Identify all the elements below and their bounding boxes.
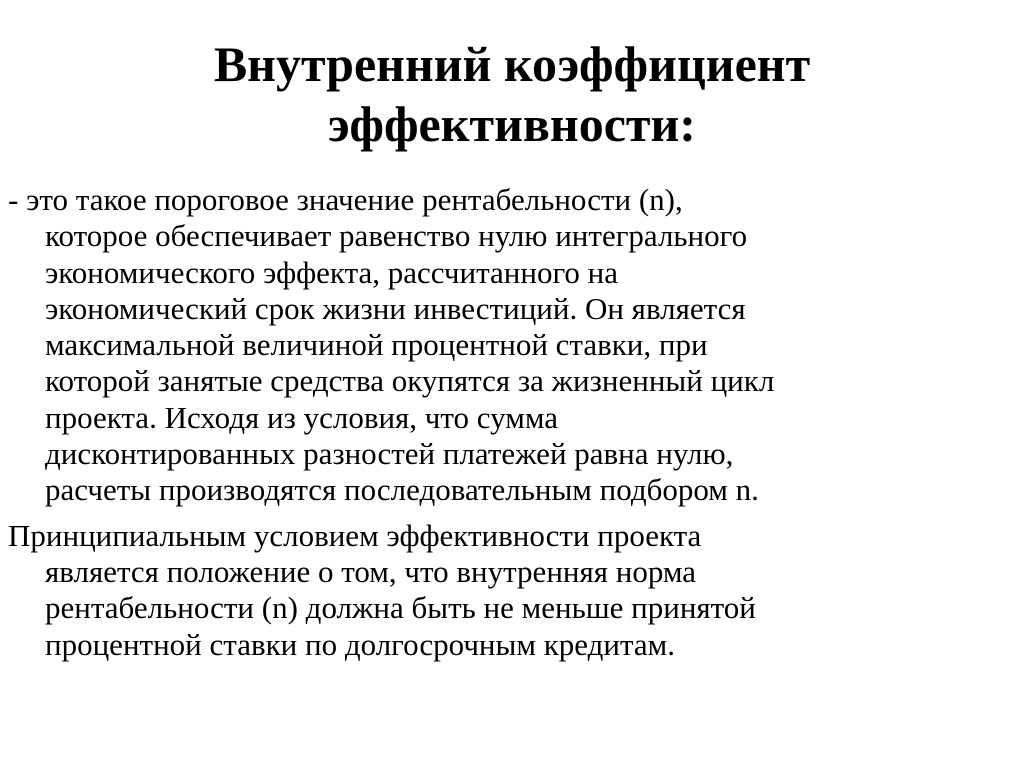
paragraph-line: является положение о том, что внутренняя норма — [45, 553, 697, 589]
paragraph-line: максимальной величиной процентной ставки, при — [45, 327, 708, 363]
slide-body — [8, 182, 1008, 663]
slide-title — [0, 34, 1024, 154]
paragraph-line: которой занятые средства окупятся за жизненный цикл — [45, 363, 775, 399]
paragraph-line: расчеты производятся последовательным подбором n. — [45, 472, 759, 508]
paragraph-line: проекта. Исходя из условия, что сумма — [45, 399, 559, 435]
paragraph-line: процентной ставки по долгосрочным кредитам. — [45, 626, 676, 662]
definition-paragraph — [8, 182, 1008, 509]
paragraph-line: - это такое пороговое значение рентабельности (n), — [8, 182, 683, 217]
paragraph-line: экономического эффекта, рассчитанного на — [45, 254, 619, 290]
slide-title-line: Внутренний коэффициент — [213, 36, 811, 92]
paragraph-line: рентабельности (n) должна быть не меньше принятой — [45, 590, 756, 626]
paragraph-line: Принципиальным условием эффективности проекта — [8, 517, 702, 553]
slide-title-line: эффективности: — [328, 96, 696, 152]
paragraph-line: которое обеспечивает равенство нулю интегрального — [45, 218, 748, 254]
paragraph-line: экономический срок жизни инвестиций. Он является — [45, 290, 746, 326]
condition-paragraph — [8, 518, 1008, 663]
paragraph-line: дисконтированных разностей платежей равна нулю, — [45, 436, 734, 472]
